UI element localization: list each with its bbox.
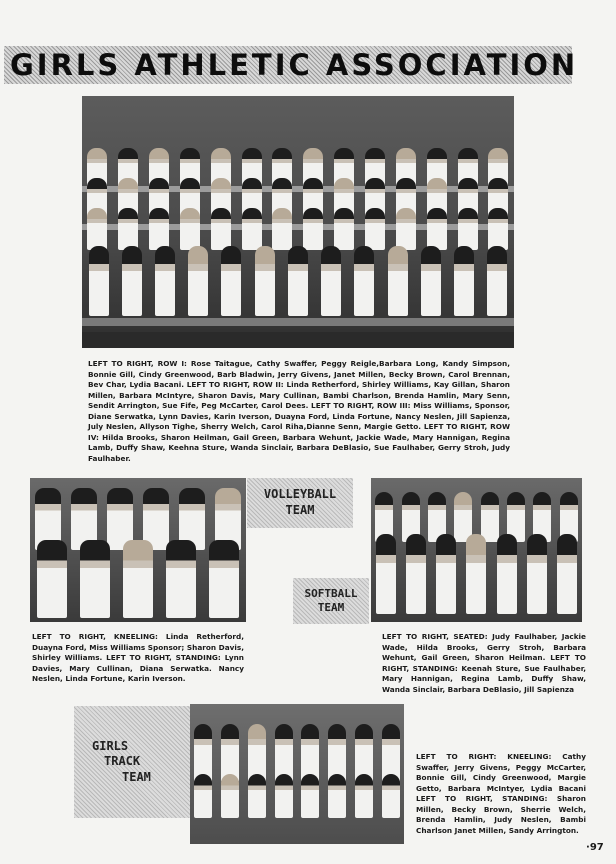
volleyball-label-line2: TEAM xyxy=(285,503,315,517)
page-number-value: 97 xyxy=(589,842,604,853)
volleyball-team-label xyxy=(247,478,353,528)
page-title: GIRLS ATHLETIC ASSOCIATION xyxy=(10,48,579,82)
page-number-dot: · xyxy=(586,842,590,853)
volleyball-caption: LEFT TO RIGHT, KNEELING: Linda Retherford, Duayna Ford, Miss Williams Sponsor; Sharon Davis, Shirley Williams. LEFT TO RIGHT, STANDING: Lynn Davies, Mary Cullinan, Diana Serwatka. Nancy Neslen, Linda Fortune, Karin Iverson. xyxy=(32,632,244,683)
track-photo xyxy=(190,704,404,844)
volleyball-photo xyxy=(30,478,246,622)
volleyball-label-line1: VOLLEYBALL xyxy=(263,487,337,502)
track-label-line3: TEAM xyxy=(122,769,151,784)
softball-caption: LEFT TO RIGHT, SEATED: Judy Faulhaber, Jackie Wade, Hilda Brooks, Gerry Stroh, Barbara Wehunt, Gail Green, Sharon Heilman. LEFT TO RIGHT, STANDING: Keenah Sture, Sue Faulhaber, Mary Hannigan, Regina Lamb, Duffy Shaw, Wanda Sinclair, Barbara DeBlasio, Jill Sapienza xyxy=(382,632,586,694)
softball-photo xyxy=(371,478,582,622)
title-banner xyxy=(4,46,579,84)
softball-label-line1: SOFTBALL xyxy=(304,586,358,600)
track-label-line1: GIRLS xyxy=(92,738,129,753)
softball-label-line2: TEAM xyxy=(317,601,345,614)
track-team-label xyxy=(74,706,190,818)
group-photo xyxy=(82,96,514,348)
softball-team-label xyxy=(293,578,369,624)
group-caption: LEFT TO RIGHT, ROW I: Rose Taitague, Cathy Swaffer, Peggy Reigle,Barbara Long, Kandy Simpson, Bonnie Gill, Cindy Greenwood, Barb Bladwin, Jerry Givens, Janet Millen, Becky Brown, Carol Brennan, Bev Char, Lydia Bacani. LEFT TO RIGHT, ROW II: Linda Retherford, Shirley Williams, Kay Gillan, Sharon Millen, Barbara McIntyre, Sharon Davis, Mary Cullinan, Bambi Charlson, Brenda Hamlin, Mary Senn, Sendit Arrington, Sue Fife, Peg McCarter, Carol Dees. LEFT TO RIGHT, ROW III: Miss Williams, Sponsor, Diane Serwatka, Lynn Davies, Karin Iverson, Duayna Ford, Linda Fortune, Nancy Neslen, Jill Sapienza, July Neslen, Allyson Tighe, Sherry Welch, Carol Riha,Dianne Senn, Margie Getto. LEFT TO RIGHT, ROW IV: Hilda Brooks, Sharon Heilman, Gail Green, Barbara Wehunt, Jackie Wade, Mary Hannigan, Regina Lamb, Duffy Shaw, Keehna Sture, Wanda Sinclair, Barbara DeBlasio, Sue Faulhaber, Gerry Stroh, Judy Faulhaber. xyxy=(88,359,510,463)
page-number xyxy=(586,842,604,853)
track-label-line2: TRACK xyxy=(104,754,141,769)
track-caption: LEFT TO RIGHT: KNEELING: Cathy Swaffer, Jerry Givens, Peggy McCarter, Bonnie Gill, Cindy Greenwood, Margie Getto, Barbara McIntyer, Lydia Bacani LEFT TO RIGHT, STANDING: Sharon Millen, Becky Brown, Sherrie Welch, Brenda Hamlin, Judy Neslen, Bambi Charlson Janet Millen, Sandy Arrington. xyxy=(416,752,586,835)
